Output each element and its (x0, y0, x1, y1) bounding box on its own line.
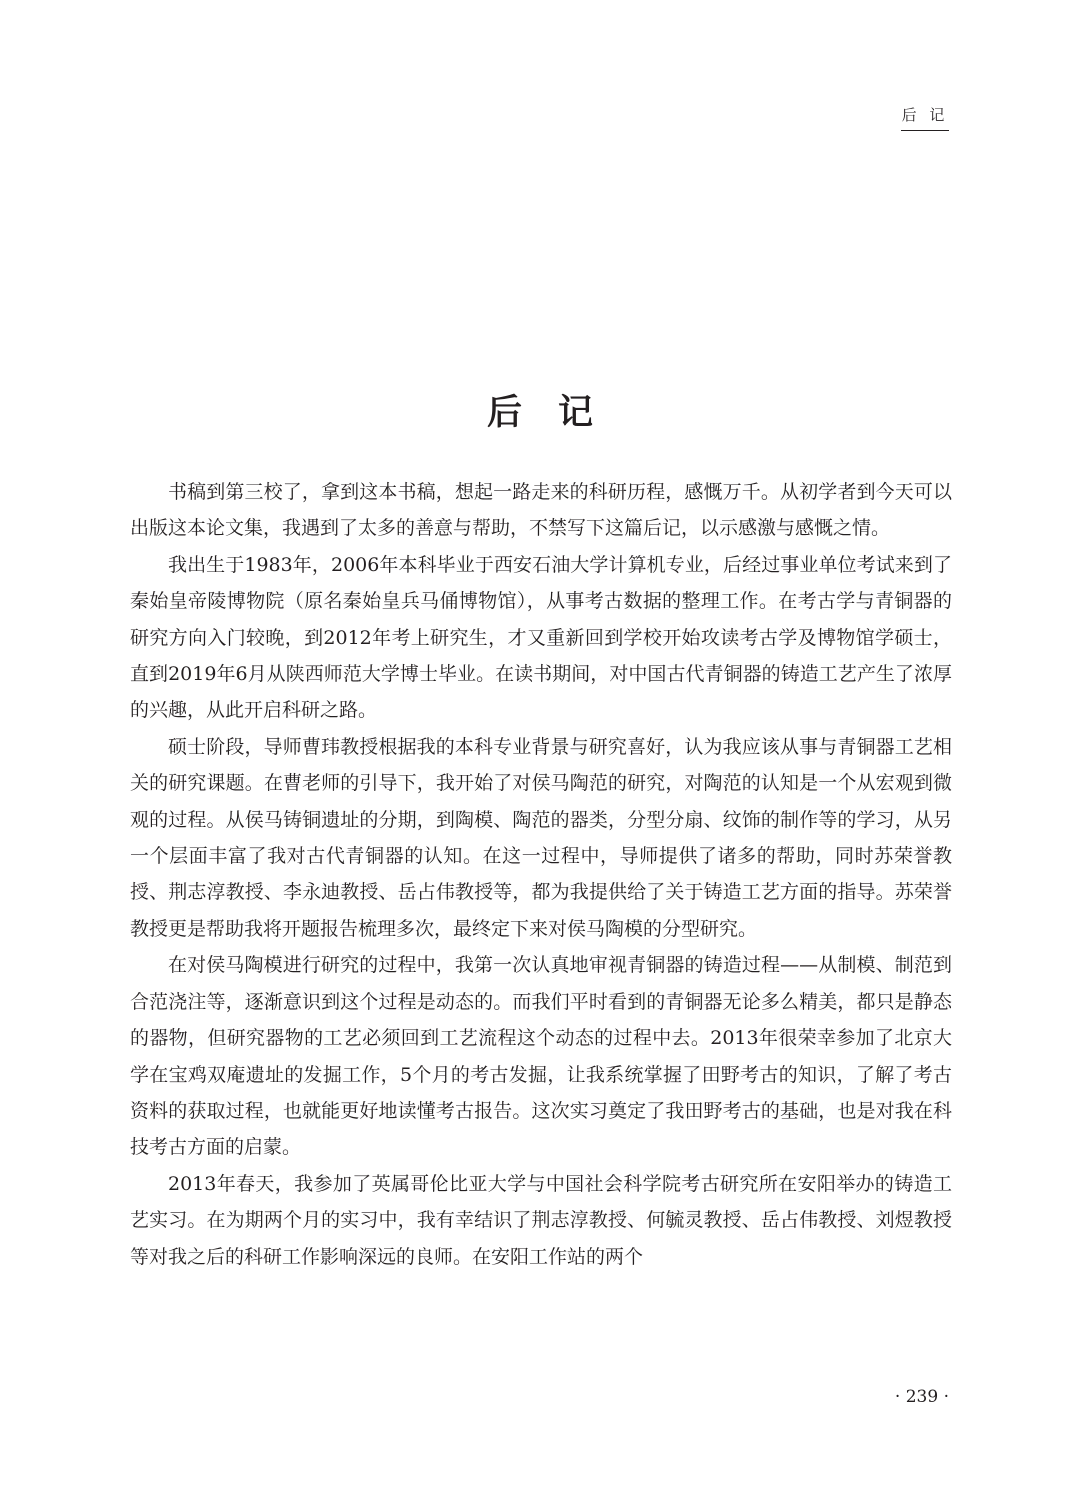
body-text (130, 474, 952, 1275)
running-header: 后 记 (901, 104, 949, 131)
paragraph: 在对侯马陶模进行研究的过程中，我第一次认真地审视青铜器的铸造过程——从制模、制范到合范浇注等，逐渐意识到这个过程是动态的。而我们平时看到的青铜器无论多么精美，都只是静态的器物，但研究器物的工艺必须回到工艺流程这个动态的过程中去。2013年很荣幸参加了北京大学在宝鸡双庵遗址的发掘工作，5个月的考古发掘，让我系统掌握了田野考古的知识，了解了考古资料的获取过程，也就能更好地读懂考古报告。这次实习奠定了我田野考古的基础，也是对我在科技考古方面的启蒙。 (130, 954, 952, 1159)
page-number: · 239 · (894, 1387, 949, 1407)
paragraph: 我出生于1983年，2006年本科毕业于西安石油大学计算机专业，后经过事业单位考试来到了秦始皇帝陵博物院（原名秦始皇兵马俑博物馆），从事考古数据的整理工作。在考古学与青铜器的研究方向入门较晚，到2012年考上研究生，才又重新回到学校开始攻读考古学及博物馆学硕士，直到2019年6月从陕西师范大学博士毕业。在读书期间，对中国古代青铜器的铸造工艺产生了浓厚的兴趣，从此开启科研之路。 (130, 553, 952, 722)
paragraph: 2013年春天，我参加了英属哥伦比亚大学与中国社会科学院考古研究所在安阳举办的铸造工艺实习。在为期两个月的实习中，我有幸结识了荆志淳教授、何毓灵教授、岳占伟教授、刘煜教授等对我之后的科研工作影响深远的良师。在安阳工作站的两个 (130, 1172, 952, 1268)
chapter-title: 后记 (486, 392, 629, 434)
paragraph: 硕士阶段，导师曹玮教授根据我的本科专业背景与研究喜好，认为我应该从事与青铜器工艺相关的研究课题。在曹老师的引导下，我开始了对侯马陶范的研究，对陶范的认知是一个从宏观到微观的过程。从侯马铸铜遗址的分期，到陶模、陶范的器类，分型分扇、纹饰的制作等的学习，从另一个层面丰富了我对古代青铜器的认知。在这一过程中，导师提供了诸多的帮助，同时苏荣誉教授、荆志淳教授、李永迪教授、岳占伟教授等，都为我提供给了关于铸造工艺方面的指导。苏荣誉教授更是帮助我将开题报告梳理多次，最终定下来对侯马陶模的分型研究。 (130, 735, 952, 940)
paragraph: 书稿到第三校了，拿到这本书稿，想起一路走来的科研历程，感慨万千。从初学者到今天可以出版这本论文集，我遇到了太多的善意与帮助，不禁写下这篇后记，以示感激与感慨之情。 (130, 481, 952, 540)
